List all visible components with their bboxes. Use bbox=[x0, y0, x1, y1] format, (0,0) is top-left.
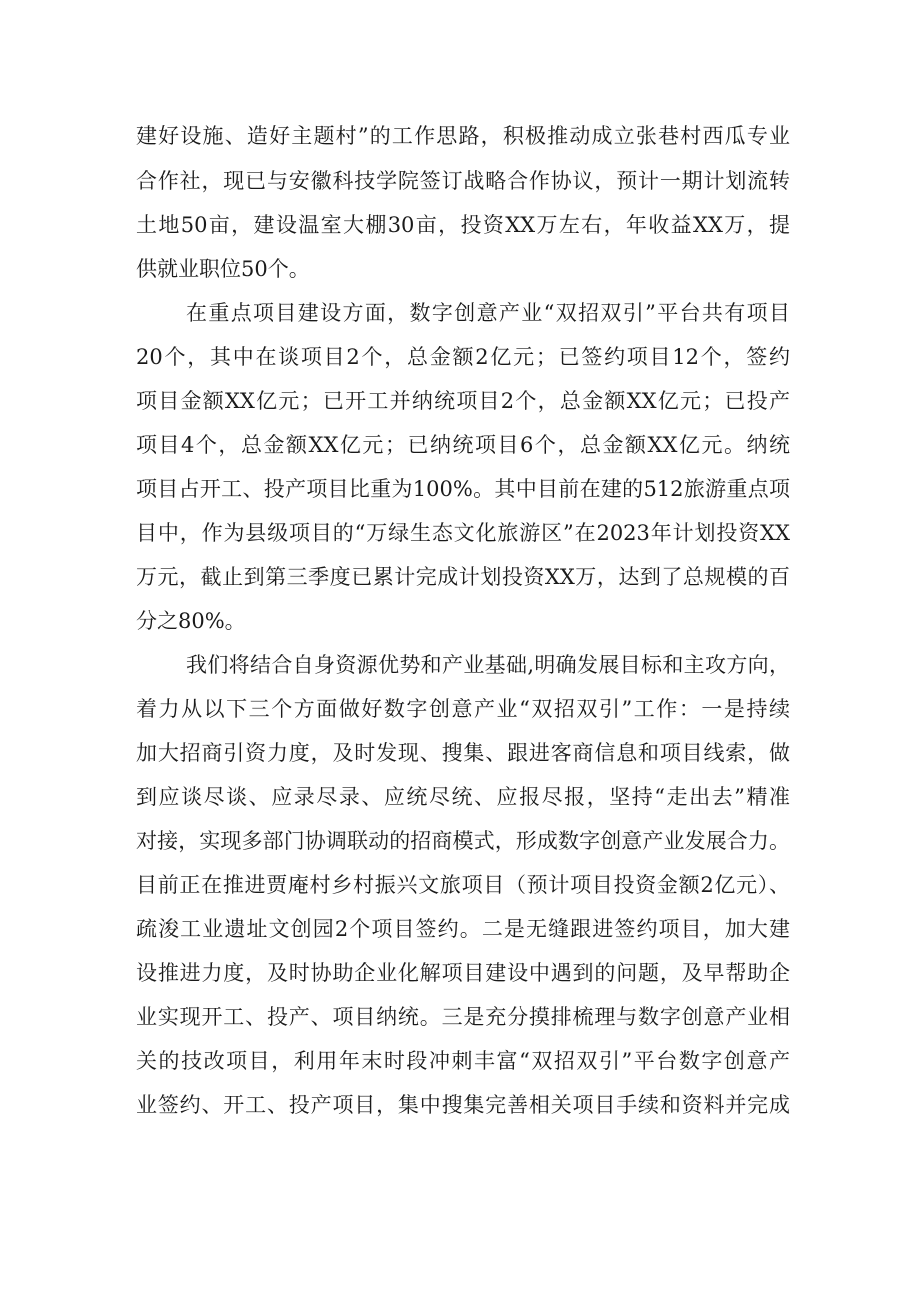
paragraph-3-line-9: 业实现开工、投产、项目纳统。三是充分摸排梳理与数字创意产业相 bbox=[136, 1005, 790, 1029]
paragraph-3-line-8: 设推进力度，及时协助企业化解项目建设中遇到的问题，及早帮助企 bbox=[136, 961, 790, 985]
paragraph-1-line-3: 土地50亩，建设温室大棚30亩，投资XX万左右，年收益XX万，提 bbox=[136, 213, 790, 237]
paragraph-1-line-4: 供就业职位50个。 bbox=[136, 257, 310, 281]
paragraph-2-line-1: 在重点项目建设方面，数字创意产业“双招双引”平台共有项目 bbox=[186, 301, 790, 325]
paragraph-2-line-4: 项目4个，总金额XX亿元；已纳统项目6个，总金额XX亿元。纳统 bbox=[136, 433, 790, 457]
paragraph-2-line-2: 20个，其中在谈项目2个，总金额2亿元；已签约项目12个，签约 bbox=[136, 345, 790, 369]
paragraph-3-line-6: 目前正在推进贾庵村乡村振兴文旅项目（预计项目投资金额2亿元）、 bbox=[136, 873, 790, 897]
paragraph-3-line-7: 疏浚工业遗址文创园2个项目签约。二是无缝跟进签约项目，加大建 bbox=[136, 917, 790, 941]
paragraph-2-line-8: 分之80%。 bbox=[136, 609, 246, 633]
paragraph-2-line-7: 万元，截止到第三季度已累计完成计划投资XX万，达到了总规模的百 bbox=[136, 565, 790, 589]
paragraph-2-line-5: 项目占开工、投产项目比重为100%。其中目前在建的512旅游重点项 bbox=[136, 477, 790, 501]
paragraph-3-line-2: 着力从以下三个方面做好数字创意产业“双招双引”工作：一是持续 bbox=[136, 697, 790, 721]
paragraph-1-line-2: 合作社，现已与安徽科技学院签订战略合作协议，预计一期计划流转 bbox=[136, 169, 790, 193]
paragraph-1-line-1: 建好设施、造好主题村”的工作思路，积极推动成立张巷村西瓜专业 bbox=[136, 124, 790, 148]
paragraph-2-line-6: 目中，作为县级项目的“万绿生态文化旅游区”在2023年计划投资XX bbox=[136, 521, 790, 545]
paragraph-3-line-3: 加大招商引资力度，及时发现、搜集、跟进客商信息和项目线索，做 bbox=[136, 741, 790, 765]
paragraph-3-line-5: 对接，实现多部门协调联动的招商模式，形成数字创意产业发展合力。 bbox=[136, 829, 790, 853]
paragraph-2-line-3: 项目金额XX亿元；已开工并纳统项目2个，总金额XX亿元；已投产 bbox=[136, 389, 790, 413]
paragraph-3-line-10: 关的技改项目，利用年末时段冲刺丰富“双招双引”平台数字创意产 bbox=[136, 1049, 790, 1073]
paragraph-3-line-1: 我们将结合自身资源优势和产业基础,明确发展目标和主攻方向， bbox=[186, 653, 790, 677]
paragraph-3-line-11: 业签约、开工、投产项目，集中搜集完善相关项目手续和资料并完成 bbox=[136, 1093, 790, 1117]
paragraph-3-line-4: 到应谈尽谈、应录尽录、应统尽统、应报尽报，坚持“走出去”精准 bbox=[136, 785, 790, 809]
